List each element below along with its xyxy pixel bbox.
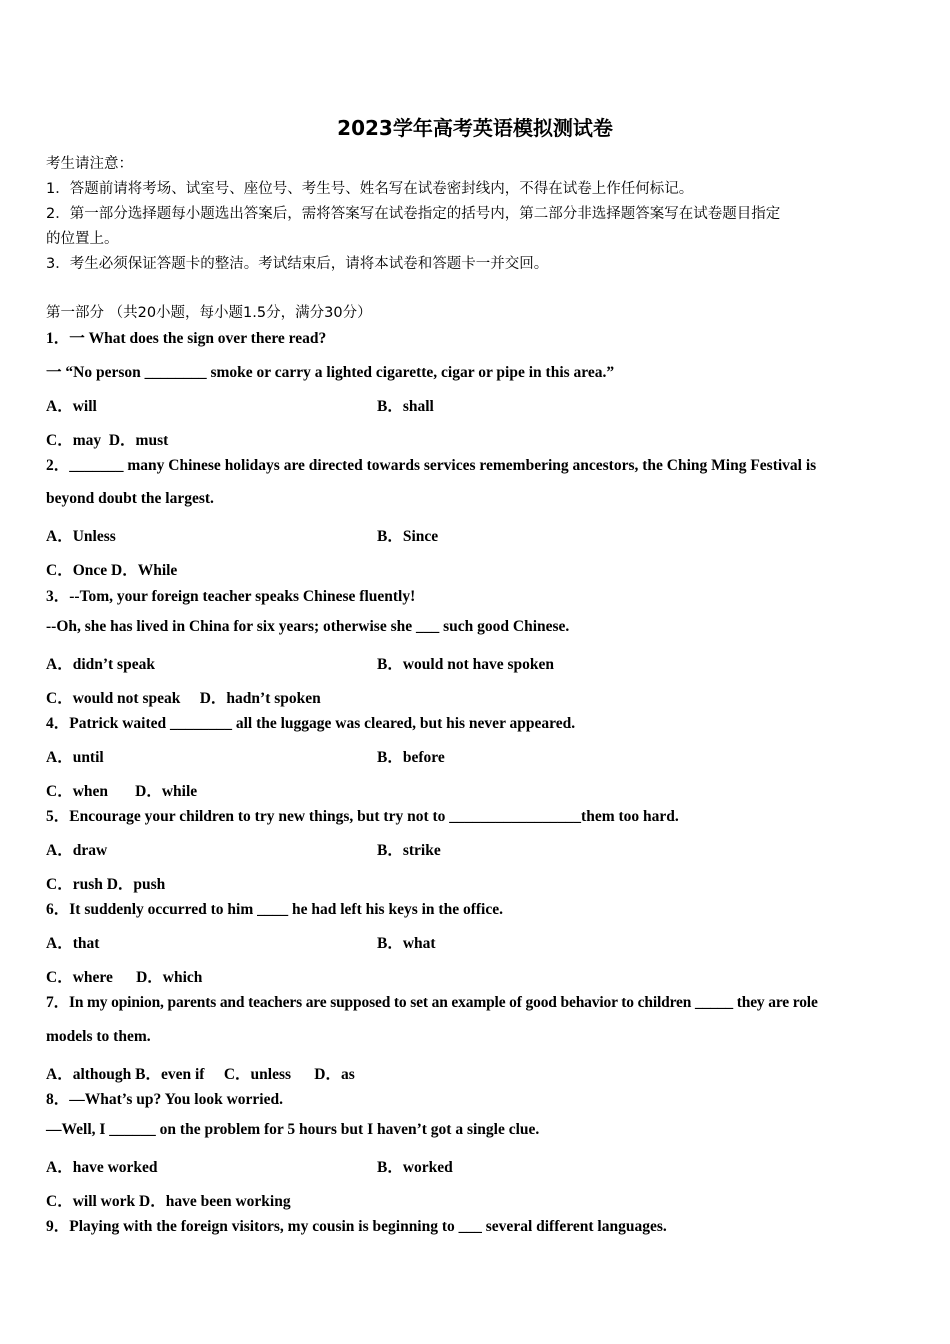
option-a: A．draw — [46, 842, 108, 859]
option-b: B．would not have spoken — [377, 656, 555, 673]
option-abcd: A．although B．even if C．unless D．as — [46, 1066, 355, 1083]
question-stem: 2．_______ many Chinese holidays are directed towards services remembering ancestors, the Ching Ming Festival is — [46, 457, 817, 474]
option-a: A．didn’t speak — [46, 656, 155, 673]
notice-item: 2．第一部分选择题每小题选出答案后，需将答案写在试卷指定的括号内，第二部分非选择题答案写在试卷题目指定 — [46, 206, 781, 222]
section-heading: 第一部分 （共20小题，每小题1.5分，满分30分） — [46, 305, 372, 321]
option-b: B．strike — [377, 842, 441, 859]
option-b: B．shall — [377, 398, 434, 415]
question-stem: 8．—What’s up? You look worried. — [46, 1091, 283, 1108]
notice-item: 的位置上。 — [46, 231, 119, 247]
option-cd: C．when D．while — [46, 783, 198, 800]
option-a: A．have worked — [46, 1159, 158, 1176]
option-a: A．that — [46, 935, 100, 952]
question-stem: 1．一 What does the sign over there read? — [46, 330, 327, 347]
question-stem: 9．Playing with the foreign visitors, my cousin is beginning to ___ several different languages. — [46, 1218, 667, 1235]
option-b: B．worked — [377, 1159, 453, 1176]
question-stem: 一 “No person ________ smoke or carry a lighted cigarette, cigar or pipe in this area.” — [46, 364, 615, 381]
option-cd: C．Once D．While — [46, 562, 178, 579]
question-stem: 6．It suddenly occurred to him ____ he had left his keys in the office. — [46, 901, 503, 918]
page-title: 2023学年高考英语模拟测试卷 — [337, 116, 613, 140]
option-b: B．Since — [377, 528, 439, 545]
question-stem: models to them. — [46, 1028, 151, 1045]
notice-item: 1．答题前请将考场、试室号、座位号、考生号、姓名写在试卷密封线内，不得在试卷上作任何标记。 — [46, 181, 694, 197]
question-stem: 4．Patrick waited ________ all the luggage was cleared, but his never appeared. — [46, 715, 576, 732]
question-stem: beyond doubt the largest. — [46, 490, 214, 507]
option-b: B．what — [377, 935, 436, 952]
question-stem: 5．Encourage your children to try new things, but try not to _________________them too hard. — [46, 808, 679, 825]
option-cd: C．where D．which — [46, 969, 203, 986]
question-stem: —Well, I ______ on the problem for 5 hours but I haven’t got a single clue. — [46, 1121, 540, 1138]
option-a: A．will — [46, 398, 97, 415]
option-a: A．Unless — [46, 528, 116, 545]
option-cd: C．may D．must — [46, 432, 169, 449]
option-a: A．until — [46, 749, 104, 766]
question-stem: 3．--Tom, your foreign teacher speaks Chinese fluently! — [46, 588, 416, 605]
option-cd: C．will work D．have been working — [46, 1193, 291, 1210]
notice-heading: 考生请注意： — [46, 156, 133, 172]
question-stem: 7．In my opinion, parents and teachers are supposed to set an example of good behavior to children _____ they are role — [46, 994, 818, 1011]
notice-item: 3．考生必须保证答题卡的整洁。考试结束后，请将本试卷和答题卡一并交回。 — [46, 256, 549, 272]
option-cd: C．rush D．push — [46, 876, 166, 893]
question-stem: --Oh, she has lived in China for six years; otherwise she ___ such good Chinese. — [46, 618, 570, 635]
option-b: B．before — [377, 749, 445, 766]
option-cd: C．would not speak D．hadn’t spoken — [46, 690, 321, 707]
